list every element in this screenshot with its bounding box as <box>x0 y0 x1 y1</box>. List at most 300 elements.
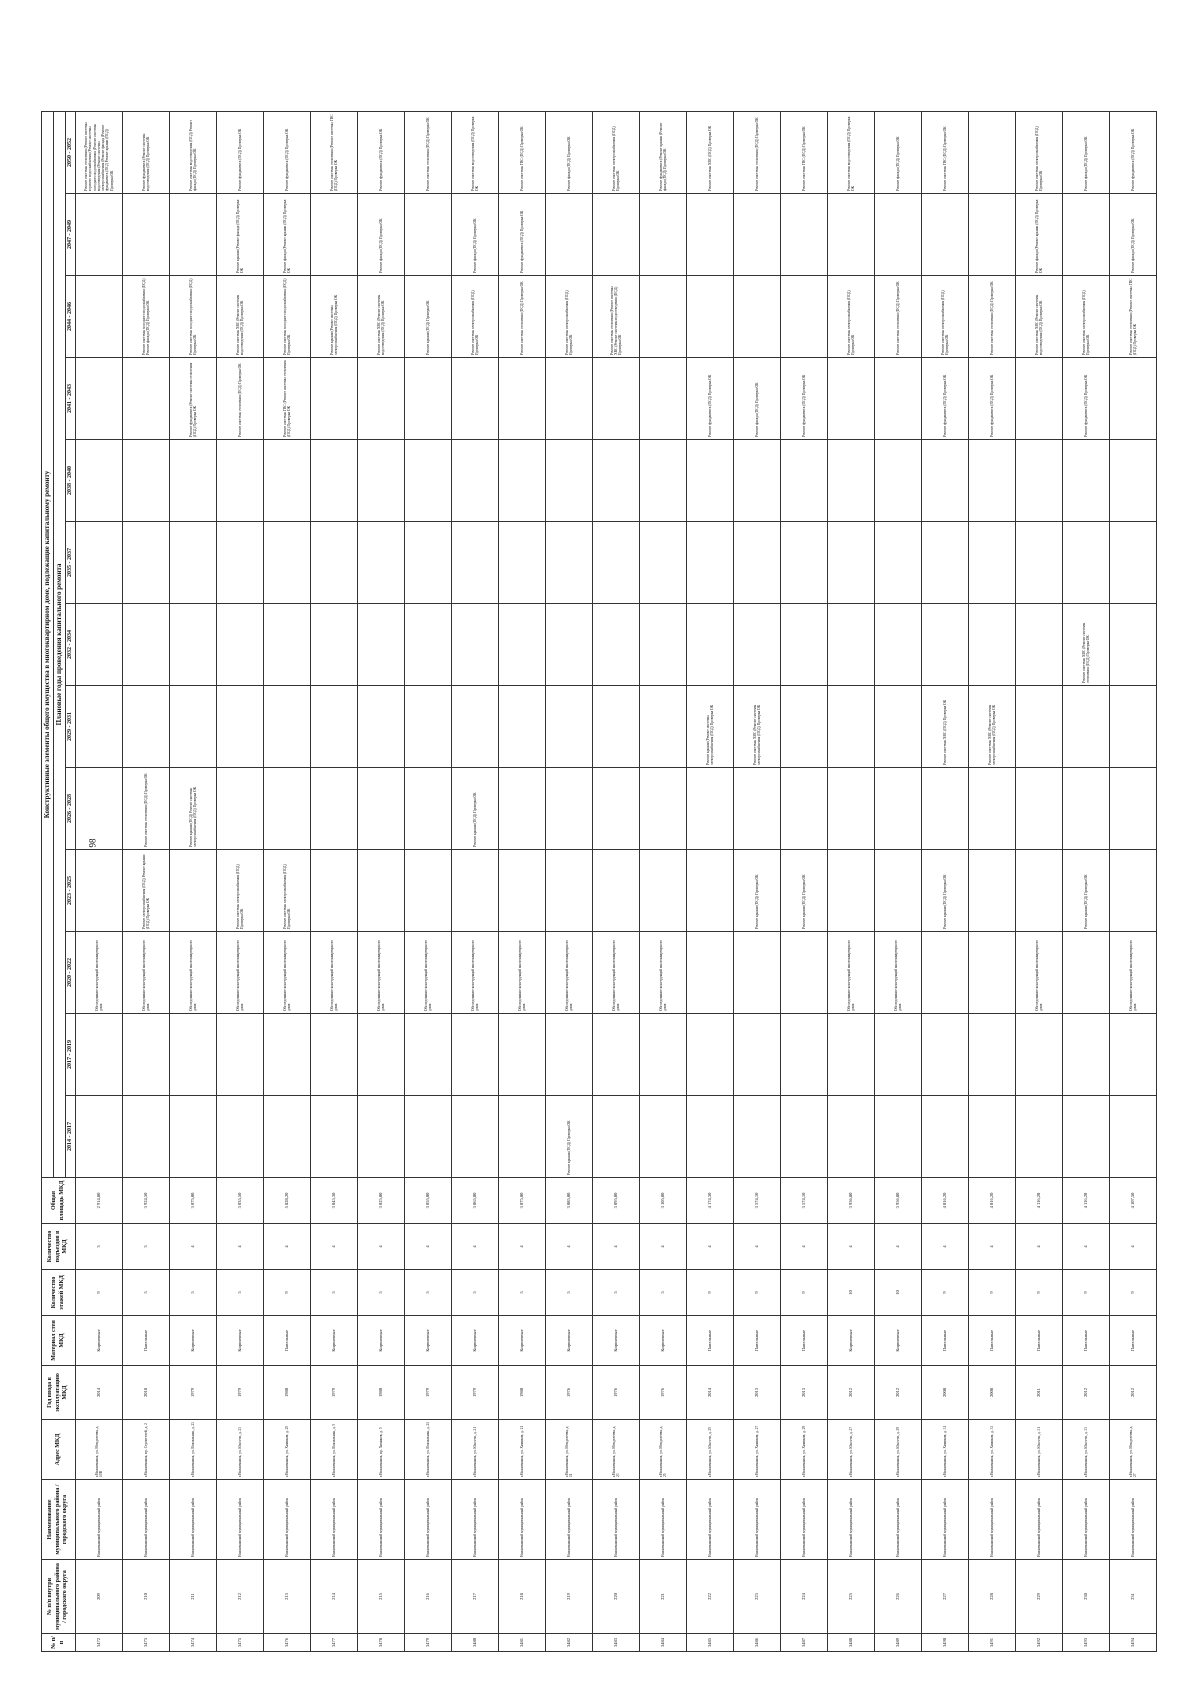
row-address: г.Нижнекамск, ул. Юности, д. 31 <box>1016 1420 1063 1480</box>
row-address: г.Нижнекамск, ул. Юности, д. 29 <box>875 1420 922 1480</box>
row-period-cell: Ремонт системы холодного водоснабжения (ПСД) Ремонт фасада (ПСД) Проверка ОК <box>123 276 170 358</box>
row-period-cell <box>922 1096 969 1178</box>
row-period-cell <box>76 276 123 358</box>
row-period-cell: Ремонт системы ХВС (ПСД) Проверка ОК <box>687 111 734 193</box>
row-period-cell <box>828 604 875 686</box>
row-period-cell: Ремонт фундамента (ПСД) Проверка ОК <box>217 111 264 193</box>
row-year: 2012 <box>828 1366 875 1420</box>
row-period-cell: Ремонт системы ХВС (Ремонт системы электроснабжения (ПСД) Проверка ОК <box>969 686 1016 768</box>
row-district: Нижнекамский муниципальный район <box>217 1480 264 1560</box>
row-floors: 5 <box>546 1270 593 1316</box>
row-period-cell <box>593 768 640 850</box>
row-period-cell <box>264 522 311 604</box>
row-period-cell <box>264 1014 311 1096</box>
row-district: Нижнекамский муниципальный район <box>593 1480 640 1560</box>
row-period-cell <box>123 522 170 604</box>
row-period-cell <box>1110 850 1157 932</box>
row-floors: 9 <box>1110 1270 1157 1316</box>
row-period-cell <box>687 440 734 522</box>
row-period-cell: Ремонт фундамента (ПСД) Проверка ОК <box>781 358 828 440</box>
row-entrances: 4 <box>546 1224 593 1270</box>
row-period-cell: Ремонт крыши (ПСД) Проверка ОК <box>546 1096 593 1178</box>
row-entrances: 4 <box>687 1224 734 1270</box>
row-address: г.Нижнекамск, ул. Юности, д. 21 <box>452 1420 499 1480</box>
row-period-cell <box>170 1096 217 1178</box>
row-area: 4 116,20 <box>1063 1178 1110 1224</box>
row-period-cell <box>875 194 922 276</box>
row-entrances: 4 <box>1063 1224 1110 1270</box>
row-period-cell <box>546 194 593 276</box>
row-period-cell <box>358 604 405 686</box>
row-period-cell <box>217 1096 264 1178</box>
row-district: Нижнекамский муниципальный район <box>264 1480 311 1560</box>
row-district: Нижнекамский муниципальный район <box>687 1480 734 1560</box>
row-district-number: 227 <box>922 1560 969 1634</box>
row-year: 2008 <box>969 1366 1016 1420</box>
row-period-cell <box>875 686 922 768</box>
row-wall-material: Панельные <box>1016 1316 1063 1366</box>
row-period-cell <box>499 1014 546 1096</box>
row-period-cell <box>1063 440 1110 522</box>
row-period-cell <box>1016 850 1063 932</box>
row-district-number: 219 <box>546 1560 593 1634</box>
row-district: Нижнекамский муниципальный район <box>640 1480 687 1560</box>
row-wall-material: Кирпичные <box>170 1316 217 1366</box>
row-period-cell <box>311 604 358 686</box>
row-period-cell <box>687 1096 734 1178</box>
table-row <box>499 111 546 1651</box>
row-district: Нижнекамский муниципальный район <box>922 1480 969 1560</box>
row-period-cell <box>781 276 828 358</box>
row-period-cell <box>123 440 170 522</box>
row-period-cell <box>734 1096 781 1178</box>
row-district-number: 210 <box>123 1560 170 1634</box>
row-period-cell: Ремонт крыши (Ремонт системы электроснабжения (ПСД) Проверка ОК <box>687 686 734 768</box>
row-period-cell <box>264 440 311 522</box>
row-period-cell: Обследование конструкций многоквартирного дома <box>217 932 264 1014</box>
row-period-cell <box>311 686 358 768</box>
row-address: г.Нижнекамск, ул. Химиков, д. 21 <box>499 1420 546 1480</box>
row-period-cell: Ремонт системы ГВС (ПСД) Проверка ОК <box>922 111 969 193</box>
row-area: 3 574,10 <box>781 1178 828 1224</box>
row-period-cell: Ремонт крыши (ПСД) Проверка ОК <box>1063 850 1110 932</box>
row-period-cell <box>687 276 734 358</box>
row-period-cell <box>170 440 217 522</box>
row-period-cell <box>499 604 546 686</box>
row-period-cell <box>969 850 1016 932</box>
row-district: Нижнекамский муниципальный район <box>1110 1480 1157 1560</box>
row-entrances: 4 <box>593 1224 640 1270</box>
row-period-cell <box>546 522 593 604</box>
row-period-cell <box>781 522 828 604</box>
row-wall-material: Панельные <box>1063 1316 1110 1366</box>
row-period-cell: Ремонт фундамента (ПСД) Проверка ОК <box>358 111 405 193</box>
row-period-cell <box>217 440 264 522</box>
row-period-cell: Обследование конструкций многоквартирного дома <box>264 932 311 1014</box>
row-period-cell <box>1016 440 1063 522</box>
row-period-cell: Ремонт фундамента (Ремонт системы водоотведения (ПСД) Проверка ОК <box>123 111 170 193</box>
row-wall-material: Панельные <box>969 1316 1016 1366</box>
row-period-cell: Обследование конструкций многоквартирного дома <box>875 932 922 1014</box>
row-period-cell <box>311 440 358 522</box>
row-period-cell <box>734 1014 781 1096</box>
row-floors: 5 <box>405 1270 452 1316</box>
row-period-cell <box>76 1096 123 1178</box>
row-area: 3 045,30 <box>311 1178 358 1224</box>
row-period-cell <box>76 522 123 604</box>
row-number: 3486 <box>734 1634 781 1652</box>
row-period-cell <box>875 604 922 686</box>
row-period-cell <box>311 194 358 276</box>
row-period-cell <box>311 1096 358 1178</box>
row-period-cell <box>546 768 593 850</box>
row-period-cell <box>734 604 781 686</box>
row-period-cell: Ремонт системы электроснабжения (ПСД) Проверка ОК <box>264 850 311 932</box>
row-period-cell: Ремонт системы водоотведения (ПСД) Проверка ОК <box>452 111 499 193</box>
row-period-cell <box>593 194 640 276</box>
row-period-cell <box>264 768 311 850</box>
row-wall-material: Панельные <box>687 1316 734 1366</box>
row-district: Нижнекамский муниципальный район <box>734 1480 781 1560</box>
row-floors: 10 <box>875 1270 922 1316</box>
row-wall-material: Панельные <box>922 1316 969 1366</box>
row-floors: 10 <box>828 1270 875 1316</box>
row-period-cell: Ремонт системы отопления (ПСД) Проверка ОК <box>123 768 170 850</box>
row-district: Нижнекамский муниципальный район <box>170 1480 217 1560</box>
row-period-cell: Ремонт крыши (ПСД) Проверка ОК <box>452 768 499 850</box>
row-period-cell <box>969 111 1016 193</box>
row-period-cell <box>922 1014 969 1096</box>
row-period-cell: Обследование конструкций многоквартирного дома <box>76 932 123 1014</box>
row-period-cell <box>499 522 546 604</box>
row-period-cell <box>734 522 781 604</box>
table-row <box>1110 111 1157 1651</box>
row-area: 3 075,00 <box>499 1178 546 1224</box>
row-period-cell <box>546 440 593 522</box>
row-period-cell <box>170 1014 217 1096</box>
row-year: 2012 <box>1063 1366 1110 1420</box>
row-period-cell: Обследование конструкций многоквартирного дома <box>358 932 405 1014</box>
row-period-cell <box>1063 522 1110 604</box>
row-wall-material: Кирпичные <box>593 1316 640 1366</box>
row-year: 2014 <box>687 1366 734 1420</box>
row-period-cell <box>640 768 687 850</box>
row-district-number: 209 <box>76 1560 123 1634</box>
row-period-cell <box>1110 1014 1157 1096</box>
row-period-cell <box>452 1014 499 1096</box>
header-district-name: Наименование муниципального района / городского округа <box>42 1480 76 1560</box>
row-district: Нижнекамский муниципальный район <box>499 1480 546 1560</box>
row-period-cell <box>922 194 969 276</box>
row-period-cell <box>1016 1014 1063 1096</box>
row-period-cell <box>875 1096 922 1178</box>
row-period-cell: Обследование конструкций многоквартирного дома <box>499 932 546 1014</box>
table-row <box>217 111 264 1651</box>
row-period-cell: Ремонт системы электроснабжения (ПСД) Проверка ОК <box>1016 111 1063 193</box>
row-period-cell <box>640 194 687 276</box>
header-wall-material: Материал стен МКД <box>42 1316 76 1366</box>
row-period-cell: Ремонт системы отопления (ПСД) Проверка ОК <box>875 276 922 358</box>
row-period-cell <box>405 686 452 768</box>
row-area: 3 075,00 <box>170 1178 217 1224</box>
row-period-cell <box>1016 522 1063 604</box>
row-period-cell: Ремонт фундамента (ПСД) Проверка ОК <box>264 111 311 193</box>
row-area: 3 574,10 <box>734 1178 781 1224</box>
row-period-cell <box>875 440 922 522</box>
row-address: г.Нижнекамск, ул. Юности, д. 33 <box>1063 1420 1110 1480</box>
row-period-cell: Ремонт фундамента (ПСД) Проверка ОК <box>1063 358 1110 440</box>
row-district-number: 215 <box>358 1560 405 1634</box>
row-period-cell <box>499 1096 546 1178</box>
row-period-cell <box>593 604 640 686</box>
row-number: 3476 <box>264 1634 311 1652</box>
row-period-cell <box>640 604 687 686</box>
row-entrances: 4 <box>264 1224 311 1270</box>
row-period-cell <box>311 768 358 850</box>
header-period: 2029 - 2031 <box>65 686 76 768</box>
row-period-cell: Ремонт крыши (ПСД) Проверка ОК <box>405 276 452 358</box>
row-district-number: 212 <box>217 1560 264 1634</box>
row-district-number: 226 <box>875 1560 922 1634</box>
row-period-cell <box>170 194 217 276</box>
row-period-cell <box>546 850 593 932</box>
row-period-cell: Обследование конструкций многоквартирного дома <box>1110 932 1157 1014</box>
table-row <box>734 111 781 1651</box>
row-period-cell <box>969 1096 1016 1178</box>
row-period-cell <box>217 604 264 686</box>
row-district-number: 230 <box>1063 1560 1110 1634</box>
row-period-cell: Ремонт фасада (ПСД) Проверка ОК <box>875 111 922 193</box>
row-entrances: 4 <box>969 1224 1016 1270</box>
row-period-cell: Ремонт фундамента (Ремонт крыши (Ремонт фасада (ПСД) Проверка ОК <box>640 111 687 193</box>
row-number: 3490 <box>922 1634 969 1652</box>
table-row <box>123 111 170 1651</box>
row-period-cell <box>358 768 405 850</box>
row-year: 1979 <box>452 1366 499 1420</box>
header-period: 2026 - 2028 <box>65 768 76 850</box>
row-year: 2012 <box>875 1366 922 1420</box>
row-period-cell <box>781 194 828 276</box>
row-period-cell <box>1110 686 1157 768</box>
row-area: 3 085,00 <box>546 1178 593 1224</box>
row-period-cell: Ремонт крыши (ПСД) Проверка ОК <box>781 850 828 932</box>
header-period: 2035 - 2037 <box>65 522 76 604</box>
header-entrances: Количество подъездов в МКД <box>42 1224 76 1270</box>
row-period-cell <box>499 768 546 850</box>
row-period-cell: Ремонт системы ХВС (Ремонт системы водоотведения (ПСД) Проверка ОК <box>217 276 264 358</box>
row-period-cell <box>828 686 875 768</box>
row-area: 3 105,00 <box>640 1178 687 1224</box>
row-year: 2018 <box>123 1366 170 1420</box>
row-floors: 5 <box>170 1270 217 1316</box>
row-area: 4 016,20 <box>922 1178 969 1224</box>
row-period-cell: Ремонт системы отопления (Ремонт системы горячего водоснабжения (Ремонт системы холодного водоснабжения (Ремонт системы водоотведения (Ремонт системы электроснабжения (Ремонт фасада (Ремонт фундамента (ПСД Ремонт крыши (ПСД) Проверка ОК <box>76 111 123 193</box>
row-floors: 5 <box>311 1270 358 1316</box>
row-district-number: 224 <box>781 1560 828 1634</box>
row-period-cell: Ремонт фасада (ПСД) Проверка ОК <box>1063 111 1110 193</box>
row-period-cell <box>1110 440 1157 522</box>
row-wall-material: Кирпичные <box>76 1316 123 1366</box>
row-period-cell: Ремонт фундамента (ПСД) Проверка ОК <box>499 194 546 276</box>
row-period-cell: Ремонт системы ХВС (Ремонт системы электроснабжения (ПСД) Проверка ОК <box>734 686 781 768</box>
row-number: 3485 <box>687 1634 734 1652</box>
row-area: 3 065,00 <box>452 1178 499 1224</box>
row-period-cell: Ремонт фундамента (Ремонт системы отопления (ПСД) Проверка ОК <box>170 358 217 440</box>
row-floors: 5 <box>123 1270 170 1316</box>
row-period-cell <box>358 358 405 440</box>
row-floors: 5 <box>452 1270 499 1316</box>
row-number: 3489 <box>875 1634 922 1652</box>
row-period-cell <box>875 850 922 932</box>
row-period-cell <box>264 1096 311 1178</box>
row-wall-material: Панельные <box>734 1316 781 1366</box>
row-address: г.Нижнекамск, ул. Менделеева, д. 25 <box>640 1420 687 1480</box>
table-row <box>1016 111 1063 1651</box>
header-no: № п/п <box>42 1634 76 1652</box>
row-period-cell: Обследование конструкций многоквартирного дома <box>405 932 452 1014</box>
row-year: 1976 <box>546 1366 593 1420</box>
row-period-cell <box>828 850 875 932</box>
row-area: 3 025,00 <box>358 1178 405 1224</box>
row-entrances: 4 <box>311 1224 358 1270</box>
row-period-cell <box>922 522 969 604</box>
row-entrances: 3 <box>76 1224 123 1270</box>
row-number: 3480 <box>452 1634 499 1652</box>
row-period-cell <box>640 1096 687 1178</box>
row-period-cell: Ремонт фасада (Ремонт крыши (ПСД) Проверка ОК <box>1016 194 1063 276</box>
row-period-cell <box>499 440 546 522</box>
row-period-cell <box>76 358 123 440</box>
header-year: Год ввода в эксплуатацию МКД <box>42 1366 76 1420</box>
row-period-cell: Ремонт крыши (ПСД) Проверка ОК <box>734 850 781 932</box>
row-period-cell <box>593 1096 640 1178</box>
row-period-cell <box>922 932 969 1014</box>
row-period-cell: Ремонт системы отопления (Ремонт системы ХВС (Ремонт системы водоотведения (ПСД) Проверка ОК <box>593 276 640 358</box>
row-period-cell <box>311 358 358 440</box>
row-period-cell <box>76 686 123 768</box>
row-area: 2 914,80 <box>76 1178 123 1224</box>
row-period-cell <box>969 440 1016 522</box>
row-entrances: 4 <box>1016 1224 1063 1270</box>
row-year: 1980 <box>358 1366 405 1420</box>
row-period-cell <box>76 1014 123 1096</box>
row-period-cell <box>170 522 217 604</box>
row-period-cell: Ремонт системы ХВС (ПСД) Проверка ОК <box>922 686 969 768</box>
row-floors: 5 <box>593 1270 640 1316</box>
row-period-cell <box>1063 1096 1110 1178</box>
row-period-cell: Ремонт фасада (ПСД) Проверка ОК <box>1110 194 1157 276</box>
row-number: 3481 <box>499 1634 546 1652</box>
row-district-number: 217 <box>452 1560 499 1634</box>
table-row <box>311 111 358 1651</box>
row-period-cell: Ремонт системы отопления (Ремонт системы ГВС (ПСД) Проверка ОК <box>1110 276 1157 358</box>
row-address: г.Нижнекамск, ул. Химиков, д. 27 <box>734 1420 781 1480</box>
row-period-cell: Обследование конструкций многоквартирного дома <box>593 932 640 1014</box>
row-period-cell <box>687 194 734 276</box>
row-district: Нижнекамский муниципальный район <box>546 1480 593 1560</box>
repair-schedule-table <box>41 111 1157 1652</box>
row-period-cell <box>687 768 734 850</box>
row-entrances: 4 <box>452 1224 499 1270</box>
row-address: г.Нижнекамск, ул. Вокзальная, д. 23 <box>170 1420 217 1480</box>
row-period-cell <box>734 768 781 850</box>
row-period-cell <box>781 686 828 768</box>
row-district-number: 214 <box>311 1560 358 1634</box>
row-year: 1979 <box>405 1366 452 1420</box>
row-address: г.Нижнекамск, ул. Менделеева, д. 27 <box>1110 1420 1157 1480</box>
row-wall-material: Кирпичные <box>358 1316 405 1366</box>
row-period-cell <box>264 604 311 686</box>
row-period-cell: Обследование конструкций многоквартирного дома <box>546 932 593 1014</box>
row-period-cell <box>687 522 734 604</box>
row-period-cell <box>734 276 781 358</box>
row-period-cell <box>781 932 828 1014</box>
table-row <box>687 111 734 1651</box>
row-period-cell: Ремонт крыши (ПСД) Ремонт системы электроснабжения (ПСД) Проверка ОК <box>170 768 217 850</box>
row-period-cell <box>170 604 217 686</box>
row-entrances: 4 <box>828 1224 875 1270</box>
row-period-cell: Обследование конструкций многоквартирного дома <box>170 932 217 1014</box>
row-area: 3 055,00 <box>405 1178 452 1224</box>
row-period-cell <box>640 522 687 604</box>
row-period-cell <box>405 604 452 686</box>
row-number: 3482 <box>546 1634 593 1652</box>
row-period-cell: Ремонт системы ГВС (ПСД) Проверка ОК <box>781 111 828 193</box>
row-district-number: 231 <box>1110 1560 1157 1634</box>
table-row <box>640 111 687 1651</box>
header-address: Адрес МКД <box>42 1420 76 1480</box>
row-number: 3494 <box>1110 1634 1157 1652</box>
table-row <box>922 111 969 1651</box>
row-district: Нижнекамский муниципальный район <box>969 1480 1016 1560</box>
row-entrances: 4 <box>1110 1224 1157 1270</box>
row-entrances: 4 <box>358 1224 405 1270</box>
row-period-cell <box>1110 768 1157 850</box>
row-period-cell <box>452 440 499 522</box>
row-wall-material: Кирпичные <box>640 1316 687 1366</box>
row-entrances: 4 <box>640 1224 687 1270</box>
row-period-cell <box>546 1014 593 1096</box>
row-floors: 9 <box>1016 1270 1063 1316</box>
row-floors: 9 <box>922 1270 969 1316</box>
row-period-cell <box>969 1014 1016 1096</box>
row-year: 2012 <box>1110 1366 1157 1420</box>
row-period-cell <box>593 686 640 768</box>
row-period-cell <box>311 850 358 932</box>
row-year: 1980 <box>264 1366 311 1420</box>
row-period-cell: Ремонт системы электроснабжения (ПСД) Проверка ОК <box>1063 276 1110 358</box>
table-header <box>42 111 76 1651</box>
header-area: Общая площадь МКД <box>42 1178 76 1224</box>
row-district-number: 216 <box>405 1560 452 1634</box>
row-period-cell <box>405 440 452 522</box>
row-period-cell <box>123 194 170 276</box>
row-floors: 5 <box>358 1270 405 1316</box>
row-period-cell <box>1016 686 1063 768</box>
row-period-cell <box>405 358 452 440</box>
row-entrances: 4 <box>781 1224 828 1270</box>
row-period-cell <box>593 522 640 604</box>
row-period-cell: Ремонт фасада (ПСД) Проверка ОК <box>546 111 593 193</box>
row-year: 1976 <box>593 1366 640 1420</box>
row-period-cell <box>452 686 499 768</box>
header-period: 2023 - 2025 <box>65 850 76 932</box>
row-number: 3491 <box>969 1634 1016 1652</box>
page-number: 98 <box>87 838 98 848</box>
row-wall-material: Кирпичные <box>452 1316 499 1366</box>
row-number: 3479 <box>405 1634 452 1652</box>
row-period-cell <box>123 604 170 686</box>
